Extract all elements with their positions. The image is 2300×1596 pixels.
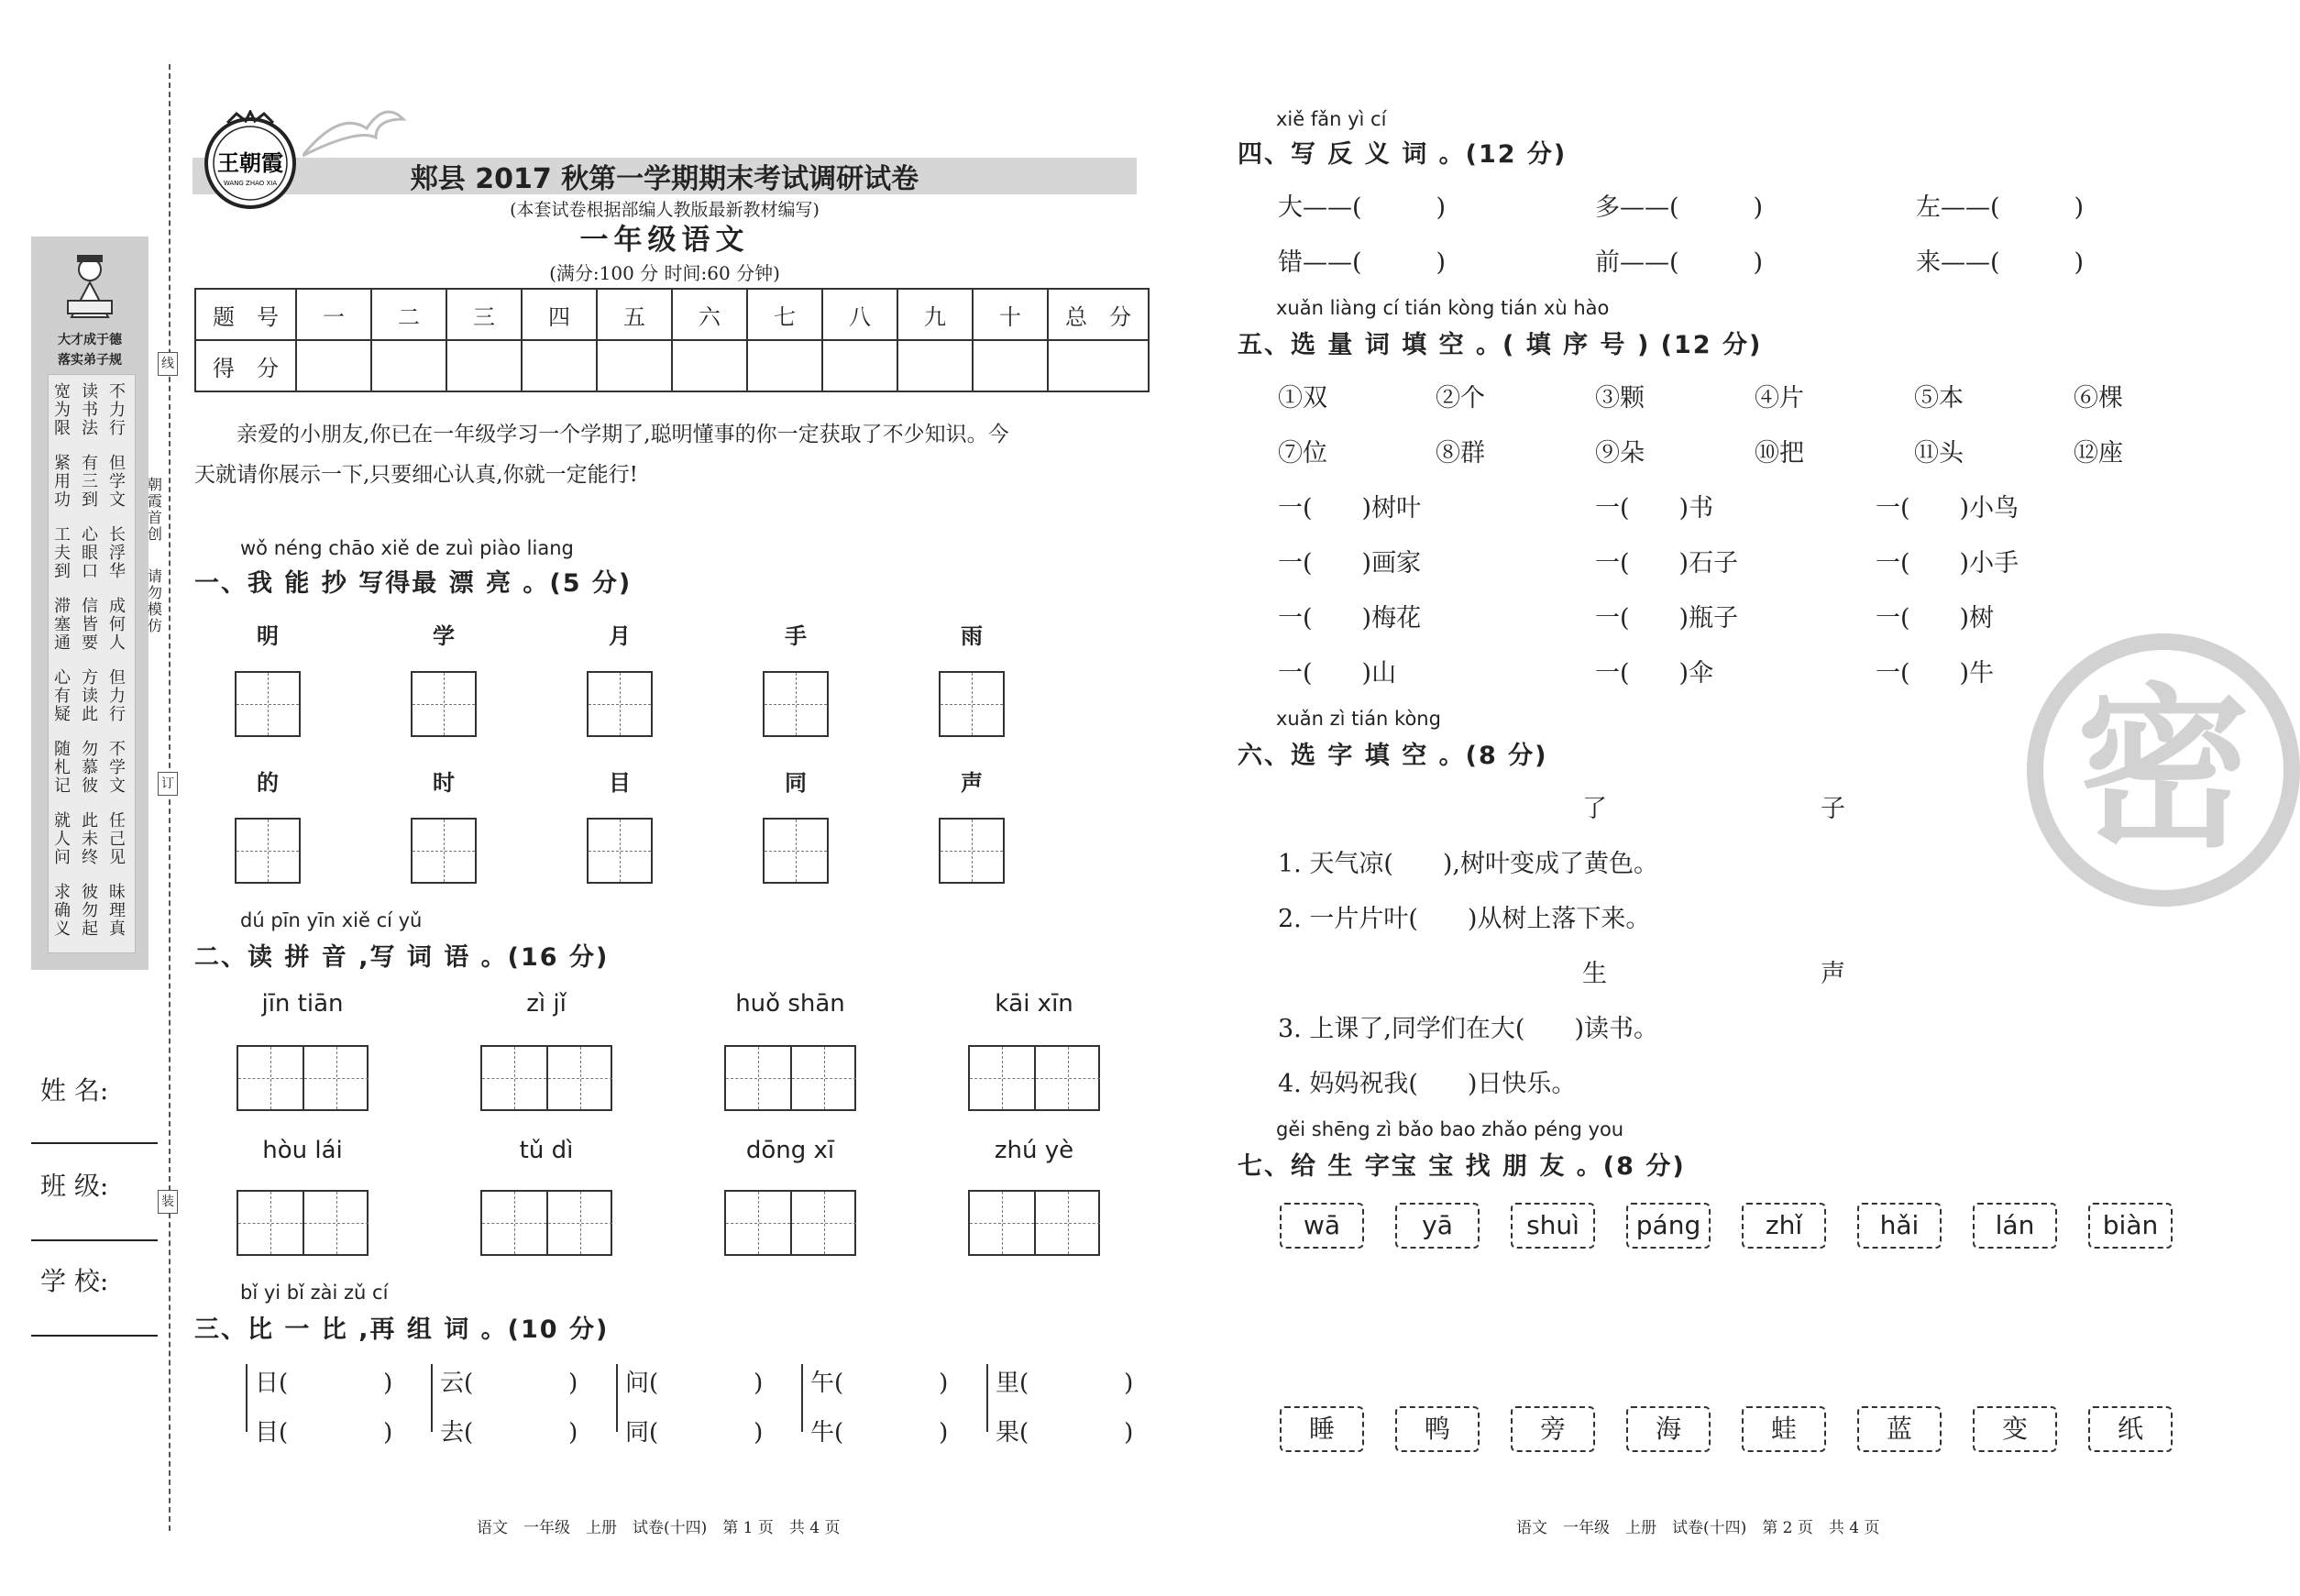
score-header-cell: 四 [522,289,597,340]
q1-char: 月 [609,622,631,649]
tianzi-grid[interactable] [235,818,301,884]
q1-char: 明 [257,622,279,649]
motto-char: 书 [82,401,98,420]
grid-half [726,1192,792,1254]
char-box[interactable]: 旁 [1511,1406,1595,1452]
measure-blank[interactable]: 一( )石子 [1595,549,1739,578]
motto-char: 此 [82,705,98,724]
score-input-cell[interactable] [897,340,973,391]
grid-half [548,1047,612,1109]
intro-line-1: 亲爱的小朋友,你已在一年级学习一个学期了,聪明懂事的你一定获取了不少知识。今 [194,423,1009,446]
score-header-cell: 一 [296,289,371,340]
q6-sentence[interactable]: 3. 上课了,同学们在大( )读书。 [1278,1015,1658,1043]
motto-char: 功 [54,490,71,510]
school-field-line[interactable] [31,1335,158,1337]
compare-word-2[interactable]: 目( ) [255,1419,393,1447]
logo-subtext: WANG ZHAO XIA [223,180,278,187]
motto-char: 有 [54,687,71,706]
q1-char: 学 [433,622,455,649]
motto-char: 终 [82,848,98,867]
score-value-row [195,340,1149,391]
q1-char: 时 [433,769,455,796]
score-header-cell: 六 [672,289,747,340]
tianzi-double-grid[interactable] [968,1190,1100,1256]
motto-char: 确 [54,901,71,920]
tianzi-grid[interactable] [939,818,1005,884]
score-row-label: 得 分 [195,340,296,391]
antonym-item[interactable]: 大——( ) [1278,193,1447,222]
compare-word-2[interactable]: 同( ) [625,1419,764,1447]
pinyin-box[interactable]: páng [1626,1203,1711,1249]
q2-pinyin-word: zhú yè [994,1137,1074,1164]
motto-char: 人 [109,633,126,653]
measure-option: ⑧群 [1436,439,1485,468]
motto-char: 昧 [109,883,126,902]
measure-blank[interactable]: 一( )山 [1278,659,1397,688]
tianzi-double-grid[interactable] [480,1045,612,1111]
measure-option: ⑤本 [1914,384,1964,413]
measure-option: ⑪头 [1914,439,1964,468]
tianzi-grid[interactable] [939,671,1005,737]
vertical-note-original: 朝霞首创 [147,476,162,543]
q1-char: 手 [785,622,807,649]
char-box[interactable]: 睡 [1280,1406,1364,1452]
measure-option: ⑥棵 [2074,384,2123,413]
q2-pinyin-word: tǔ dì [519,1137,574,1164]
pinyin-box[interactable]: wā [1280,1203,1364,1249]
grid-half [482,1192,548,1254]
motto-char: 勿 [82,740,98,759]
motto-char: 到 [82,490,98,510]
score-header-cell: 三 [446,289,522,340]
antonym-item[interactable]: 左——( ) [1916,193,2085,222]
motto-char: 通 [54,633,71,653]
motto-char: 学 [109,472,126,491]
sidebar-motto-panel [31,237,149,970]
tianzi-double-grid[interactable] [724,1045,856,1111]
motto-char: 皆 [82,615,98,634]
motto-char: 学 [109,758,126,777]
intro-line-2: 天就请你展示一下,只要细心认真,你就一定能行! [194,463,638,487]
motto-char: 法 [82,419,98,438]
motto-char: 心 [82,525,98,545]
q7-pinyin: gěi shēng zì bǎo bao zhǎo péng you [1276,1118,1624,1140]
name-label: 姓 名: [40,1075,109,1106]
measure-blank[interactable]: 一( )树 [1876,604,1995,633]
char-box[interactable]: 蓝 [1857,1406,1942,1452]
motto-char: 文 [109,776,126,796]
q6-option-char: 了 [1582,795,1607,823]
grid-half [238,1047,304,1109]
exam-subtitle: (本套试卷根据部编人教版最新教材编写) [510,200,820,220]
motto-char: 塞 [54,615,71,634]
q1-char: 声 [961,769,983,796]
motto-line-2: 落实弟子规 [58,353,122,368]
binding-line [169,64,171,1531]
motto-char: 心 [54,668,71,688]
motto-columns [48,374,136,953]
motto-char: 彼 [82,883,98,902]
binding-mark-2: 订 [158,772,178,796]
q1-char: 目 [609,769,631,796]
grid-half [726,1047,792,1109]
compare-word-2[interactable]: 去( ) [440,1419,578,1447]
pinyin-box[interactable]: hǎi [1857,1203,1942,1249]
class-label: 班 级: [40,1171,109,1201]
motto-char: 问 [54,848,71,867]
grid-half [304,1047,369,1109]
pinyin-box[interactable]: yā [1395,1203,1480,1249]
score-header-row [195,289,1149,340]
motto-char: 紧 [54,454,71,473]
logo-text: 王朝霞 [217,149,283,176]
score-input-cell[interactable] [1048,340,1149,391]
char-box[interactable]: 鸭 [1395,1406,1480,1452]
motto-char: 札 [54,758,71,777]
compare-bracket [986,1364,988,1432]
motto-char: 起 [82,919,98,939]
score-input-cell[interactable] [822,340,897,391]
q2-pinyin-word: hòu lái [262,1137,343,1164]
pinyin-box[interactable]: zhǐ [1742,1203,1826,1249]
q3-title: 三、比 一 比 ,再 组 词 。(10 分) [194,1315,610,1344]
measure-option: ⑫座 [2074,439,2123,468]
antonym-item[interactable]: 多——( ) [1595,193,1764,222]
grid-half [970,1047,1036,1109]
measure-option: ①双 [1278,384,1327,413]
char-box[interactable]: 海 [1626,1406,1711,1452]
motto-char: 要 [82,633,98,653]
measure-option: ②个 [1436,384,1485,413]
motto-char: 义 [54,919,71,939]
q2-pinyin-word: jīn tiān [261,990,344,1018]
tianzi-double-grid[interactable] [724,1190,856,1256]
tianzi-grid[interactable] [763,818,829,884]
motto-char: 信 [82,597,98,616]
binding-mark-1: 线 [158,352,178,376]
motto-char: 彼 [82,776,98,796]
q5-title: 五、选 量 词 填 空 。( 填 序 号 ) (12 分) [1238,331,1763,359]
pinyin-box[interactable]: shuì [1511,1203,1595,1249]
q4-title: 四、写 反 义 词 。(12 分) [1238,140,1568,169]
motto-char: 理 [109,901,126,920]
motto-line-1: 大才成于德 [58,333,122,347]
q2-pinyin-word: kāi xīn [995,990,1073,1018]
compare-bracket [431,1364,433,1432]
motto-char: 慕 [82,758,98,777]
motto-char: 人 [54,830,71,849]
measure-option: ④片 [1755,384,1804,413]
measure-blank[interactable]: 一( )树叶 [1278,494,1422,523]
score-header-cell: 五 [597,289,672,340]
measure-option: ⑨朵 [1595,439,1645,468]
motto-char: 有 [82,454,98,473]
q1-title: 一、我 能 抄 写得最 漂 亮 。(5 分) [194,569,633,598]
measure-blank[interactable]: 一( )小手 [1876,549,2019,578]
motto-char: 宽 [54,382,71,402]
score-input-cell[interactable] [446,340,522,391]
q2-pinyin-word: zì jǐ [526,990,567,1018]
measure-option: ⑦位 [1278,439,1327,468]
q6-option-char: 声 [1821,960,1845,988]
q2-pinyin-word: huǒ shān [735,990,845,1018]
motto-char: 三 [82,472,98,491]
compare-bracket [246,1364,248,1432]
scholar-figure-icon [62,244,117,326]
stamp-char: 密 [2075,666,2251,871]
score-table [194,288,1150,392]
motto-char: 成 [109,597,126,616]
confidential-stamp-icon [2026,633,2300,908]
compare-word-2[interactable]: 果( ) [996,1419,1134,1447]
motto-char: 为 [54,401,71,420]
footer-left: 语文 一年级 上册 试卷(十四) 第 1 页 共 4 页 [477,1519,841,1537]
motto-char: 勿 [82,901,98,920]
measure-blank[interactable]: 一( )书 [1595,494,1714,523]
tianzi-grid[interactable] [411,671,477,737]
score-header-cell: 二 [371,289,446,340]
grid-half [792,1192,856,1254]
measure-option: ⑩把 [1755,439,1804,468]
compare-word-1[interactable]: 云( ) [440,1370,578,1397]
tianzi-grid[interactable] [235,671,301,737]
q2-pinyin-word: dōng xī [745,1137,835,1164]
tianzi-double-grid[interactable] [237,1045,369,1111]
compare-word-1[interactable]: 里( ) [996,1370,1134,1397]
motto-char: 行 [109,419,126,438]
class-field-line[interactable] [31,1239,158,1241]
measure-blank[interactable]: 一( )梅花 [1278,604,1422,633]
tianzi-grid[interactable] [587,671,653,737]
antonym-item[interactable]: 前——( ) [1595,248,1764,277]
grid-half [970,1192,1036,1254]
char-box[interactable]: 变 [1973,1406,2057,1452]
score-header-cell: 七 [747,289,822,340]
q6-option-char: 生 [1582,960,1607,988]
motto-char: 但 [109,454,126,473]
exam-meta: (满分:100 分 时间:60 分钟) [549,262,780,284]
q6-pinyin: xuǎn zì tián kòng [1276,708,1441,730]
measure-blank[interactable]: 一( )画家 [1278,549,1422,578]
measure-blank[interactable]: 一( )瓶子 [1595,604,1739,633]
name-field-line[interactable] [31,1142,158,1144]
motto-char: 就 [54,811,71,831]
compare-word-1[interactable]: 日( ) [255,1370,393,1397]
measure-blank[interactable]: 一( )小鸟 [1876,494,2019,523]
q3-pinyin: bǐ yi bǐ zài zǔ cí [240,1282,389,1304]
motto-char: 求 [54,883,71,902]
score-input-cell[interactable] [296,340,371,391]
q4-pinyin: xiě fǎn yì cí [1276,108,1387,130]
compare-bracket [616,1364,618,1432]
motto-char: 不 [109,382,126,402]
q2-title: 二、读 拼 音 ,写 词 语 。(16 分) [194,943,610,972]
grid-half [304,1192,369,1254]
compare-word-1[interactable]: 午( ) [810,1370,949,1397]
q5-pinyin: xuǎn liàng cí tián kòng tián xù hào [1276,297,1610,319]
tianzi-double-grid[interactable] [237,1190,369,1256]
grid-half [1036,1192,1100,1254]
motto-char: 未 [82,830,98,849]
score-header-cell: 总 分 [1048,289,1149,340]
score-header-cell: 八 [822,289,897,340]
motto-char: 随 [54,740,71,759]
antonym-item[interactable]: 来——( ) [1916,248,2085,277]
motto-char: 华 [109,562,126,581]
motto-char: 读 [82,687,98,706]
tianzi-grid[interactable] [763,671,829,737]
compare-bracket [801,1364,803,1432]
grid-half [548,1192,612,1254]
score-input-cell[interactable] [371,340,446,391]
motto-char: 真 [109,919,126,939]
grade-subject: 一年级语文 [579,224,750,257]
motto-char: 滞 [54,597,71,616]
tianzi-double-grid[interactable] [480,1190,612,1256]
motto-char: 眼 [82,544,98,563]
grid-half [792,1047,856,1109]
q6-option-char: 子 [1821,795,1845,823]
motto-char: 到 [54,562,71,581]
motto-char: 文 [109,490,126,510]
pinyin-box[interactable]: lán [1973,1203,2057,1249]
pinyin-box[interactable]: biàn [2088,1203,2173,1249]
binding-mark-3: 装 [158,1190,178,1214]
antonym-item[interactable]: 错——( ) [1278,248,1447,277]
motto-char: 但 [109,668,126,688]
measure-option: ③颗 [1595,384,1645,413]
measure-blank[interactable]: 一( )伞 [1595,659,1714,688]
motto-char: 用 [54,472,71,491]
motto-char: 力 [109,401,126,420]
motto-char: 见 [109,848,126,867]
score-input-cell[interactable] [672,340,747,391]
motto-char: 行 [109,705,126,724]
grid-half [238,1192,304,1254]
tianzi-grid[interactable] [411,818,477,884]
q2-pinyin: dú pīn yīn xiě cí yǔ [240,909,423,931]
score-header-cell: 十 [973,289,1048,340]
exam-title: 郏县 2017 秋第一学期期末考试调研试卷 [410,163,919,195]
score-input-cell[interactable] [597,340,672,391]
q1-char: 雨 [961,622,983,649]
school-label: 学 校: [40,1266,109,1296]
motto-char: 不 [109,740,126,759]
grid-half [1036,1047,1100,1109]
tianzi-grid[interactable] [587,818,653,884]
motto-char: 己 [109,830,126,849]
motto-char: 读 [82,382,98,402]
vertical-note-no-copy: 请勿模仿 [147,567,162,634]
score-header-cell: 题 号 [195,289,296,340]
motto-char: 浮 [109,544,126,563]
motto-char: 何 [109,615,126,634]
motto-char: 力 [109,687,126,706]
grid-half [482,1047,548,1109]
motto-char: 记 [54,776,71,796]
motto-char: 任 [109,811,126,831]
motto-char: 方 [82,668,98,688]
score-input-cell[interactable] [973,340,1048,391]
motto-char: 长 [109,525,126,545]
motto-char: 工 [54,525,71,545]
score-input-cell[interactable] [522,340,597,391]
tianzi-double-grid[interactable] [968,1045,1100,1111]
score-input-cell[interactable] [747,340,822,391]
q1-char: 同 [785,769,807,796]
motto-char: 夫 [54,544,71,563]
q1-char: 的 [257,769,279,796]
compare-word-1[interactable]: 问( ) [625,1370,764,1397]
q6-sentence[interactable]: 4. 妈妈祝我( )日快乐。 [1278,1070,1577,1098]
q6-sentence[interactable]: 2. 一片片叶( )从树上落下来。 [1278,905,1651,933]
motto-char: 疑 [54,705,71,724]
q7-title: 七、给 生 字宝 宝 找 朋 友 。(8 分) [1238,1152,1686,1181]
char-box[interactable]: 纸 [2088,1406,2173,1452]
score-header-cell: 九 [897,289,973,340]
char-box[interactable]: 蛙 [1742,1406,1826,1452]
motto-char: 口 [82,562,98,581]
motto-char: 限 [54,419,71,438]
motto-char: 此 [82,811,98,831]
measure-blank[interactable]: 一( )牛 [1876,659,1995,688]
q6-title: 六、选 字 填 空 。(8 分) [1238,742,1548,770]
footer-right: 语文 一年级 上册 试卷(十四) 第 2 页 共 4 页 [1516,1519,1880,1537]
compare-word-2[interactable]: 牛( ) [810,1419,949,1447]
q1-pinyin: wǒ néng chāo xiě de zuì piào liang [240,537,574,559]
q6-sentence[interactable]: 1. 天气凉( ),树叶变成了黄色。 [1278,850,1658,878]
